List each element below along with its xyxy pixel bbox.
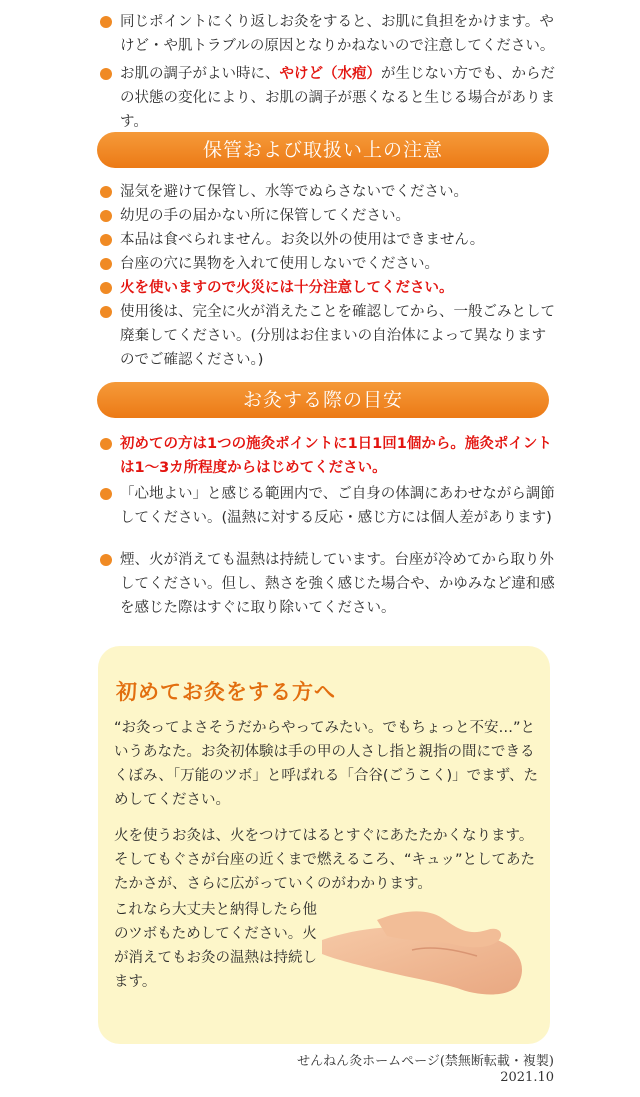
panel-paragraph: “お灸ってよさそうだからやってみたい。でもちょっと不安…”というあなた。お灸初体験は手の甲の人さし指と親指の間にできるくぼみ、「万能のツボ」と呼ばれる「合谷(ごうこく)」でまず、ためしてください。	[114, 720, 538, 808]
list-item-text: 「心地よい」と感じる範囲内で、ご自身の体調にあわせながら調節してください。(温熱に対する反応・感じ方には個人差があります)	[120, 486, 555, 526]
list-item-text: 台座の穴に異物を入れて使用しないでください。	[120, 256, 439, 272]
list-item	[100, 548, 560, 620]
list-item-text: 煙、火が消えても温熱は持続しています。台座が冷めてから取り外してください。但し、熱さを強く感じた場合や、かゆみなど違和感を感じた際はすぐに取り除いてください。	[120, 552, 555, 616]
list-item-text: 幼児の手の届かない所に保管してください。	[120, 208, 410, 224]
beginner-panel	[98, 646, 550, 1044]
bullet-icon	[100, 488, 112, 500]
bullet-icon	[100, 258, 112, 270]
footer-copyright: せんねん灸ホームページ(禁無断転載・複製)	[297, 1054, 554, 1069]
bullet-icon	[100, 68, 112, 80]
bullet-icon	[100, 210, 112, 222]
section-banner: 保管および取扱い上の注意	[97, 132, 549, 168]
list-item-text: 本品は食べられません。お灸以外の使用はできません。	[120, 232, 485, 248]
bullet-icon	[100, 234, 112, 246]
panel-title: 初めてお灸をする方へ	[116, 680, 336, 704]
bullet-icon	[100, 16, 112, 28]
list-item-text: が生じない方でも、からだの状態の変化により、お肌の調子が悪くなると生じる場合があります。	[120, 66, 555, 130]
list-item-text: お肌の調子がよい時に、	[120, 66, 280, 82]
panel-paragraph: 火を使うお灸は、火をつけてはるとすぐにあたたかくなります。そしてもぐさが台座の近くまで燃えるころ、“キュッ”としてあたたかさが、さらに広がっていくのがわかります。	[114, 828, 536, 892]
hand-illustration	[317, 890, 532, 1000]
bullet-icon	[100, 438, 112, 450]
list-item	[100, 62, 560, 134]
list-item	[100, 482, 560, 530]
beginner-guideline-text: 初めての方は1つの施灸ポイントに1日1回1個から。施灸ポイントは1～3カ所程度からはじめてください。	[120, 436, 552, 476]
list-item-text: 湿気を避けて保管し、水等でぬらさないでください。	[120, 184, 468, 200]
footer-date: 2021.10	[500, 1070, 554, 1085]
section-banner: お灸する際の目安	[97, 382, 549, 418]
burn-warning-text: やけど（水疱）	[279, 66, 381, 82]
bullet-icon	[100, 306, 112, 318]
list-item	[100, 252, 560, 276]
list-item-text: 使用後は、完全に火が消えたことを確認してから、一般ごみとして廃棄してください。(分別はお住まいの自治体によって異なりますのでご確認ください。)	[120, 304, 555, 368]
panel-paragraph: これなら大丈夫と納得したら他のツボもためしてください。火が消えてもお灸の温熱は持続します。	[114, 902, 317, 990]
list-item	[100, 10, 560, 58]
bullet-icon	[100, 554, 112, 566]
list-item-text: 同じポイントにくり返しお灸をすると、お肌に負担をかけます。やけど・や肌トラブルの原因となりかねないので注意してください。	[120, 14, 555, 54]
list-item	[100, 276, 560, 300]
fire-warning-text: 火を使いますので火災には十分注意してください。	[120, 280, 454, 296]
list-item	[100, 300, 560, 372]
list-item	[100, 180, 560, 204]
list-item	[100, 228, 560, 252]
list-item	[100, 204, 560, 228]
bullet-icon	[100, 282, 112, 294]
list-item	[100, 432, 560, 480]
bullet-icon	[100, 186, 112, 198]
